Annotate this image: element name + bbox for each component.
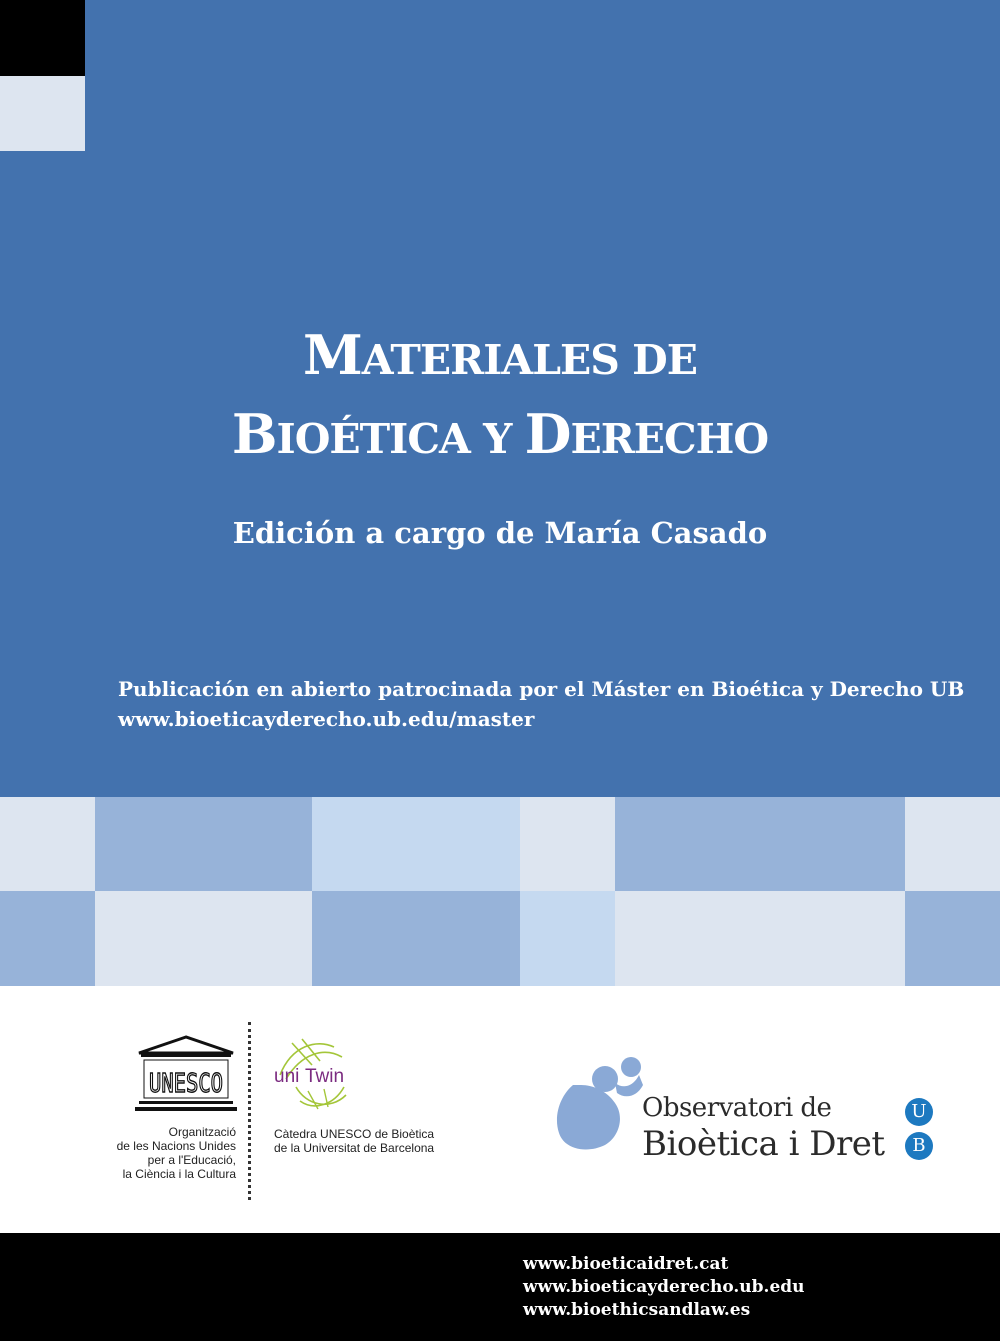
band-tile bbox=[95, 891, 312, 986]
band-tile bbox=[520, 797, 615, 891]
book-title-line-1: MATERIALES DE bbox=[303, 323, 697, 387]
svg-text:UNESCO: UNESCO bbox=[149, 1069, 223, 1099]
band-tile bbox=[312, 797, 520, 891]
band-tile bbox=[615, 797, 905, 891]
unitwin-logo-icon bbox=[272, 1035, 357, 1115]
editor-credit: Edición a cargo de María Casado bbox=[232, 516, 768, 550]
footer-url-2[interactable]: www.bioeticayderecho.ub.edu bbox=[523, 1277, 805, 1297]
band-tile bbox=[905, 891, 1000, 986]
svg-text:uni: uni bbox=[274, 1066, 300, 1087]
ub-logo-b: B bbox=[905, 1132, 933, 1160]
logo-divider bbox=[248, 1022, 251, 1200]
unesco-temple-icon bbox=[135, 1035, 237, 1115]
svg-text:Twin: Twin bbox=[305, 1066, 345, 1087]
publication-url[interactable]: www.bioeticayderecho.ub.edu/master bbox=[118, 707, 535, 731]
corner-block-dark bbox=[0, 0, 85, 76]
observatori-figure-icon bbox=[553, 1055, 645, 1155]
unesco-caption: Organització de les Nacions Unides per a l'Educació, la Ciència i la Cultura bbox=[116, 1125, 236, 1181]
band-tile bbox=[905, 797, 1000, 891]
corner-block-light bbox=[0, 76, 85, 151]
band-tile bbox=[0, 797, 95, 891]
ub-logo-u: U bbox=[905, 1098, 933, 1126]
band-tile bbox=[615, 891, 905, 986]
book-title-line-2: BIOÉTICA Y DERECHO bbox=[231, 402, 769, 466]
observatori-line-2: Bioètica i Dret bbox=[642, 1124, 885, 1164]
footer-url-3[interactable]: www.bioethicsandlaw.es bbox=[523, 1300, 751, 1320]
band-tile bbox=[312, 891, 520, 986]
band-tile bbox=[520, 891, 615, 986]
footer-url-1[interactable]: www.bioeticaidret.cat bbox=[523, 1254, 729, 1274]
catedra-caption: Càtedra UNESCO de Bioètica de la Universitat de Barcelona bbox=[274, 1127, 435, 1155]
footer-bar bbox=[0, 1233, 1000, 1341]
band-tile bbox=[95, 797, 312, 891]
observatori-line-1: Observatori de bbox=[642, 1093, 832, 1123]
publication-note: Publicación en abierto patrocinada por el Máster en Bioética y Derecho UB bbox=[118, 677, 965, 701]
band-tile bbox=[0, 891, 95, 986]
